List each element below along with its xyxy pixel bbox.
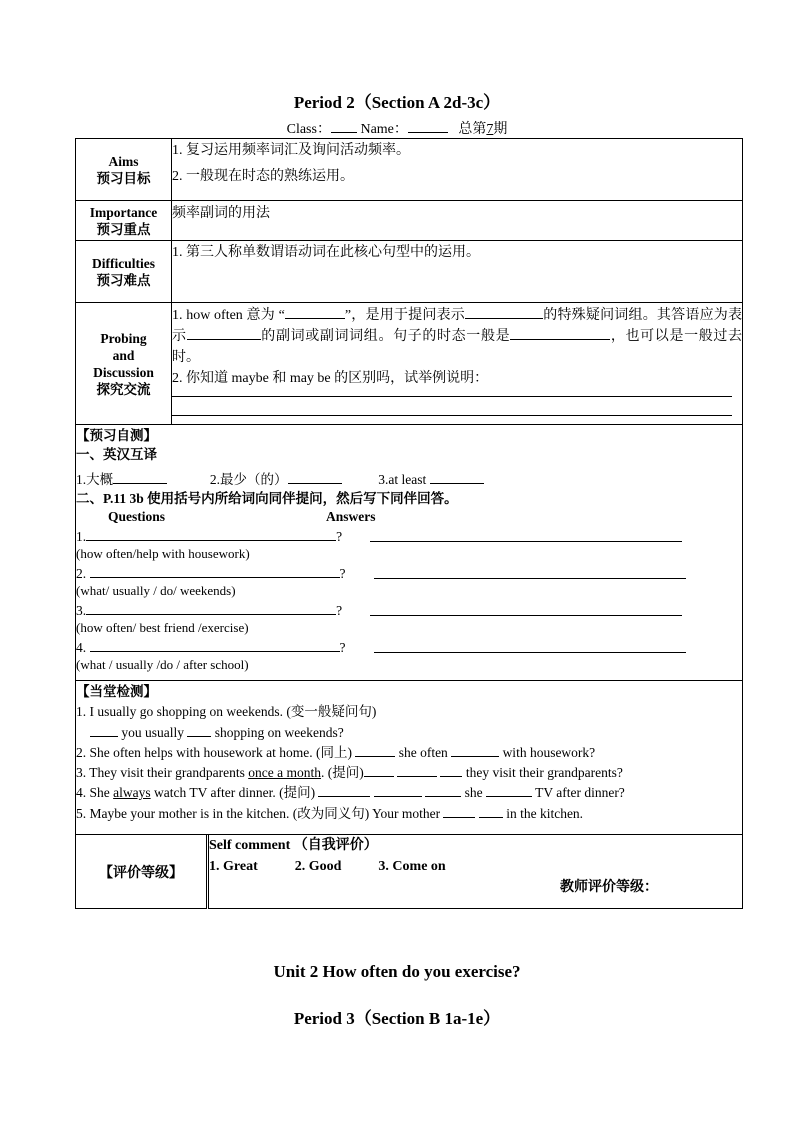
rating-great[interactable]: 1. Great [209, 859, 258, 874]
inclass-q2: 2. She often helps with housework at home. (同上) she often with housework? [76, 744, 596, 760]
unit-title: Unit 2 How often do you exercise? [273, 962, 521, 981]
evaluation-table [75, 834, 743, 909]
blank[interactable] [90, 723, 118, 737]
question-row: 4. ? [76, 638, 742, 657]
probing-content [172, 303, 743, 425]
preview-header: 【预习自测】 [76, 428, 157, 443]
blank[interactable] [486, 783, 532, 797]
blank[interactable] [479, 804, 503, 818]
class-blank[interactable] [331, 119, 357, 133]
question-row: 3. ? [76, 601, 742, 620]
answers-header: Answers [326, 509, 376, 524]
blank[interactable] [318, 783, 370, 797]
question-hint: (how often/help with housework) [76, 546, 250, 561]
inclass-header: 【当堂检测】 [76, 684, 157, 699]
blank[interactable] [355, 743, 395, 757]
part1-title: 一、英汉互译 [76, 446, 157, 462]
teacher-rating: 教师评价等级： [560, 880, 658, 895]
difficulties-label: Difficulties 预习难点 [76, 241, 172, 303]
blank[interactable] [440, 763, 462, 777]
question-blank[interactable] [90, 638, 340, 652]
answer-blank[interactable] [370, 527, 682, 542]
worksheet-table [75, 138, 743, 835]
answer-blank[interactable] [370, 601, 682, 616]
class-label: Class： [286, 122, 331, 137]
class-line [0, 118, 794, 138]
inclass-q1-answer: you usually shopping on weekends? [76, 723, 742, 743]
blank[interactable] [397, 763, 437, 777]
preview-section [76, 425, 743, 681]
rating-come-on[interactable]: 3. Come on [378, 859, 446, 874]
rating-good[interactable]: 2. Good [294, 859, 342, 874]
aims-content [172, 139, 743, 201]
answer-line[interactable] [172, 397, 732, 416]
question-hint: (how often/ best friend /exercise) [76, 620, 249, 635]
blank[interactable] [374, 783, 422, 797]
translation-row: 1.大概 2.最少（的） 3.at least [76, 470, 742, 490]
question-blank[interactable] [90, 564, 340, 578]
aims-label: Aims 预习目标 [76, 139, 172, 201]
total-label: 总第 [458, 122, 487, 137]
question-row: 2. ? [76, 564, 742, 583]
blank[interactable] [285, 305, 345, 319]
importance-label: Importance 预习重点 [76, 201, 172, 241]
blank[interactable] [430, 470, 484, 484]
self-comment: Self comment （自我评价） [209, 838, 378, 853]
question-hint: (what/ usually / do/ weekends) [76, 583, 236, 598]
aims-item: 1. 复习运用频率词汇及询问活动频率。 [172, 143, 410, 158]
questions-header: Questions [108, 509, 166, 524]
blank[interactable] [364, 763, 394, 777]
inclass-q4: 4. She always watch TV after dinner. (提问) she TV after dinner? [76, 785, 625, 801]
name-blank[interactable] [408, 119, 448, 133]
blank[interactable] [113, 470, 167, 484]
blank[interactable] [465, 305, 543, 319]
evaluation-content [208, 835, 743, 909]
period-label: 期 [493, 122, 508, 137]
answer-line[interactable] [172, 389, 732, 397]
blank[interactable] [510, 326, 610, 340]
question-blank[interactable] [86, 601, 336, 615]
probing-q2: 2. 你知道 maybe 和 may be 的区别吗，试举例说明： [172, 371, 489, 386]
probing-label: Probing and Discussion 探究交流 [76, 303, 172, 425]
rating-options [209, 856, 742, 877]
answer-blank[interactable] [374, 564, 686, 579]
blank[interactable] [187, 326, 261, 340]
blank[interactable] [288, 470, 342, 484]
qa-headers [76, 508, 742, 527]
blank[interactable] [443, 804, 475, 818]
inclass-q5: 5. Maybe your mother is in the kitchen. (改为同义句) Your mother in the kitchen. [76, 805, 584, 821]
inclass-q1: 1. I usually go shopping on weekends. (变一般疑问句) [76, 704, 377, 720]
part2-title: 二、P.11 3b 使用括号内所给词向同伴提问，然后写下同伴回答。 [76, 490, 458, 506]
question-row: 1. ? [76, 527, 742, 546]
difficulties-content [172, 241, 743, 303]
question-blank[interactable] [86, 527, 336, 541]
blank[interactable] [451, 743, 499, 757]
question-hint: (what / usually /do / after school) [76, 657, 249, 672]
answer-blank[interactable] [374, 638, 686, 653]
probing-q1: 1. how often 意为 “ ”，是用于提问表示 的特殊疑问词组。其答语应为表示 的副词或副词词组。句子的时态一般是 ，也可以是一般过去时。 [172, 305, 742, 368]
blank[interactable] [425, 783, 461, 797]
next-period-title: Period 3（Section B 1a-1e） [293, 1009, 501, 1028]
difficulties-item: 1. 第三人称单数谓语动词在此核心句型中的运用。 [172, 245, 480, 260]
evaluation-label: 【评价等级】 [76, 835, 208, 909]
blank[interactable] [187, 723, 211, 737]
page-title: Period 2（Section A 2d-3c） [293, 93, 501, 112]
importance-content: 频率副词的用法 [172, 201, 743, 241]
inclass-section [76, 681, 743, 835]
total-number: 7 [486, 122, 494, 137]
aims-item: 2. 一般现在时态的熟练运用。 [172, 169, 354, 184]
inclass-q3: 3. They visit their grandparents once a month. (提问) they visit their grandparents? [76, 765, 623, 781]
name-label: Name： [360, 122, 408, 137]
